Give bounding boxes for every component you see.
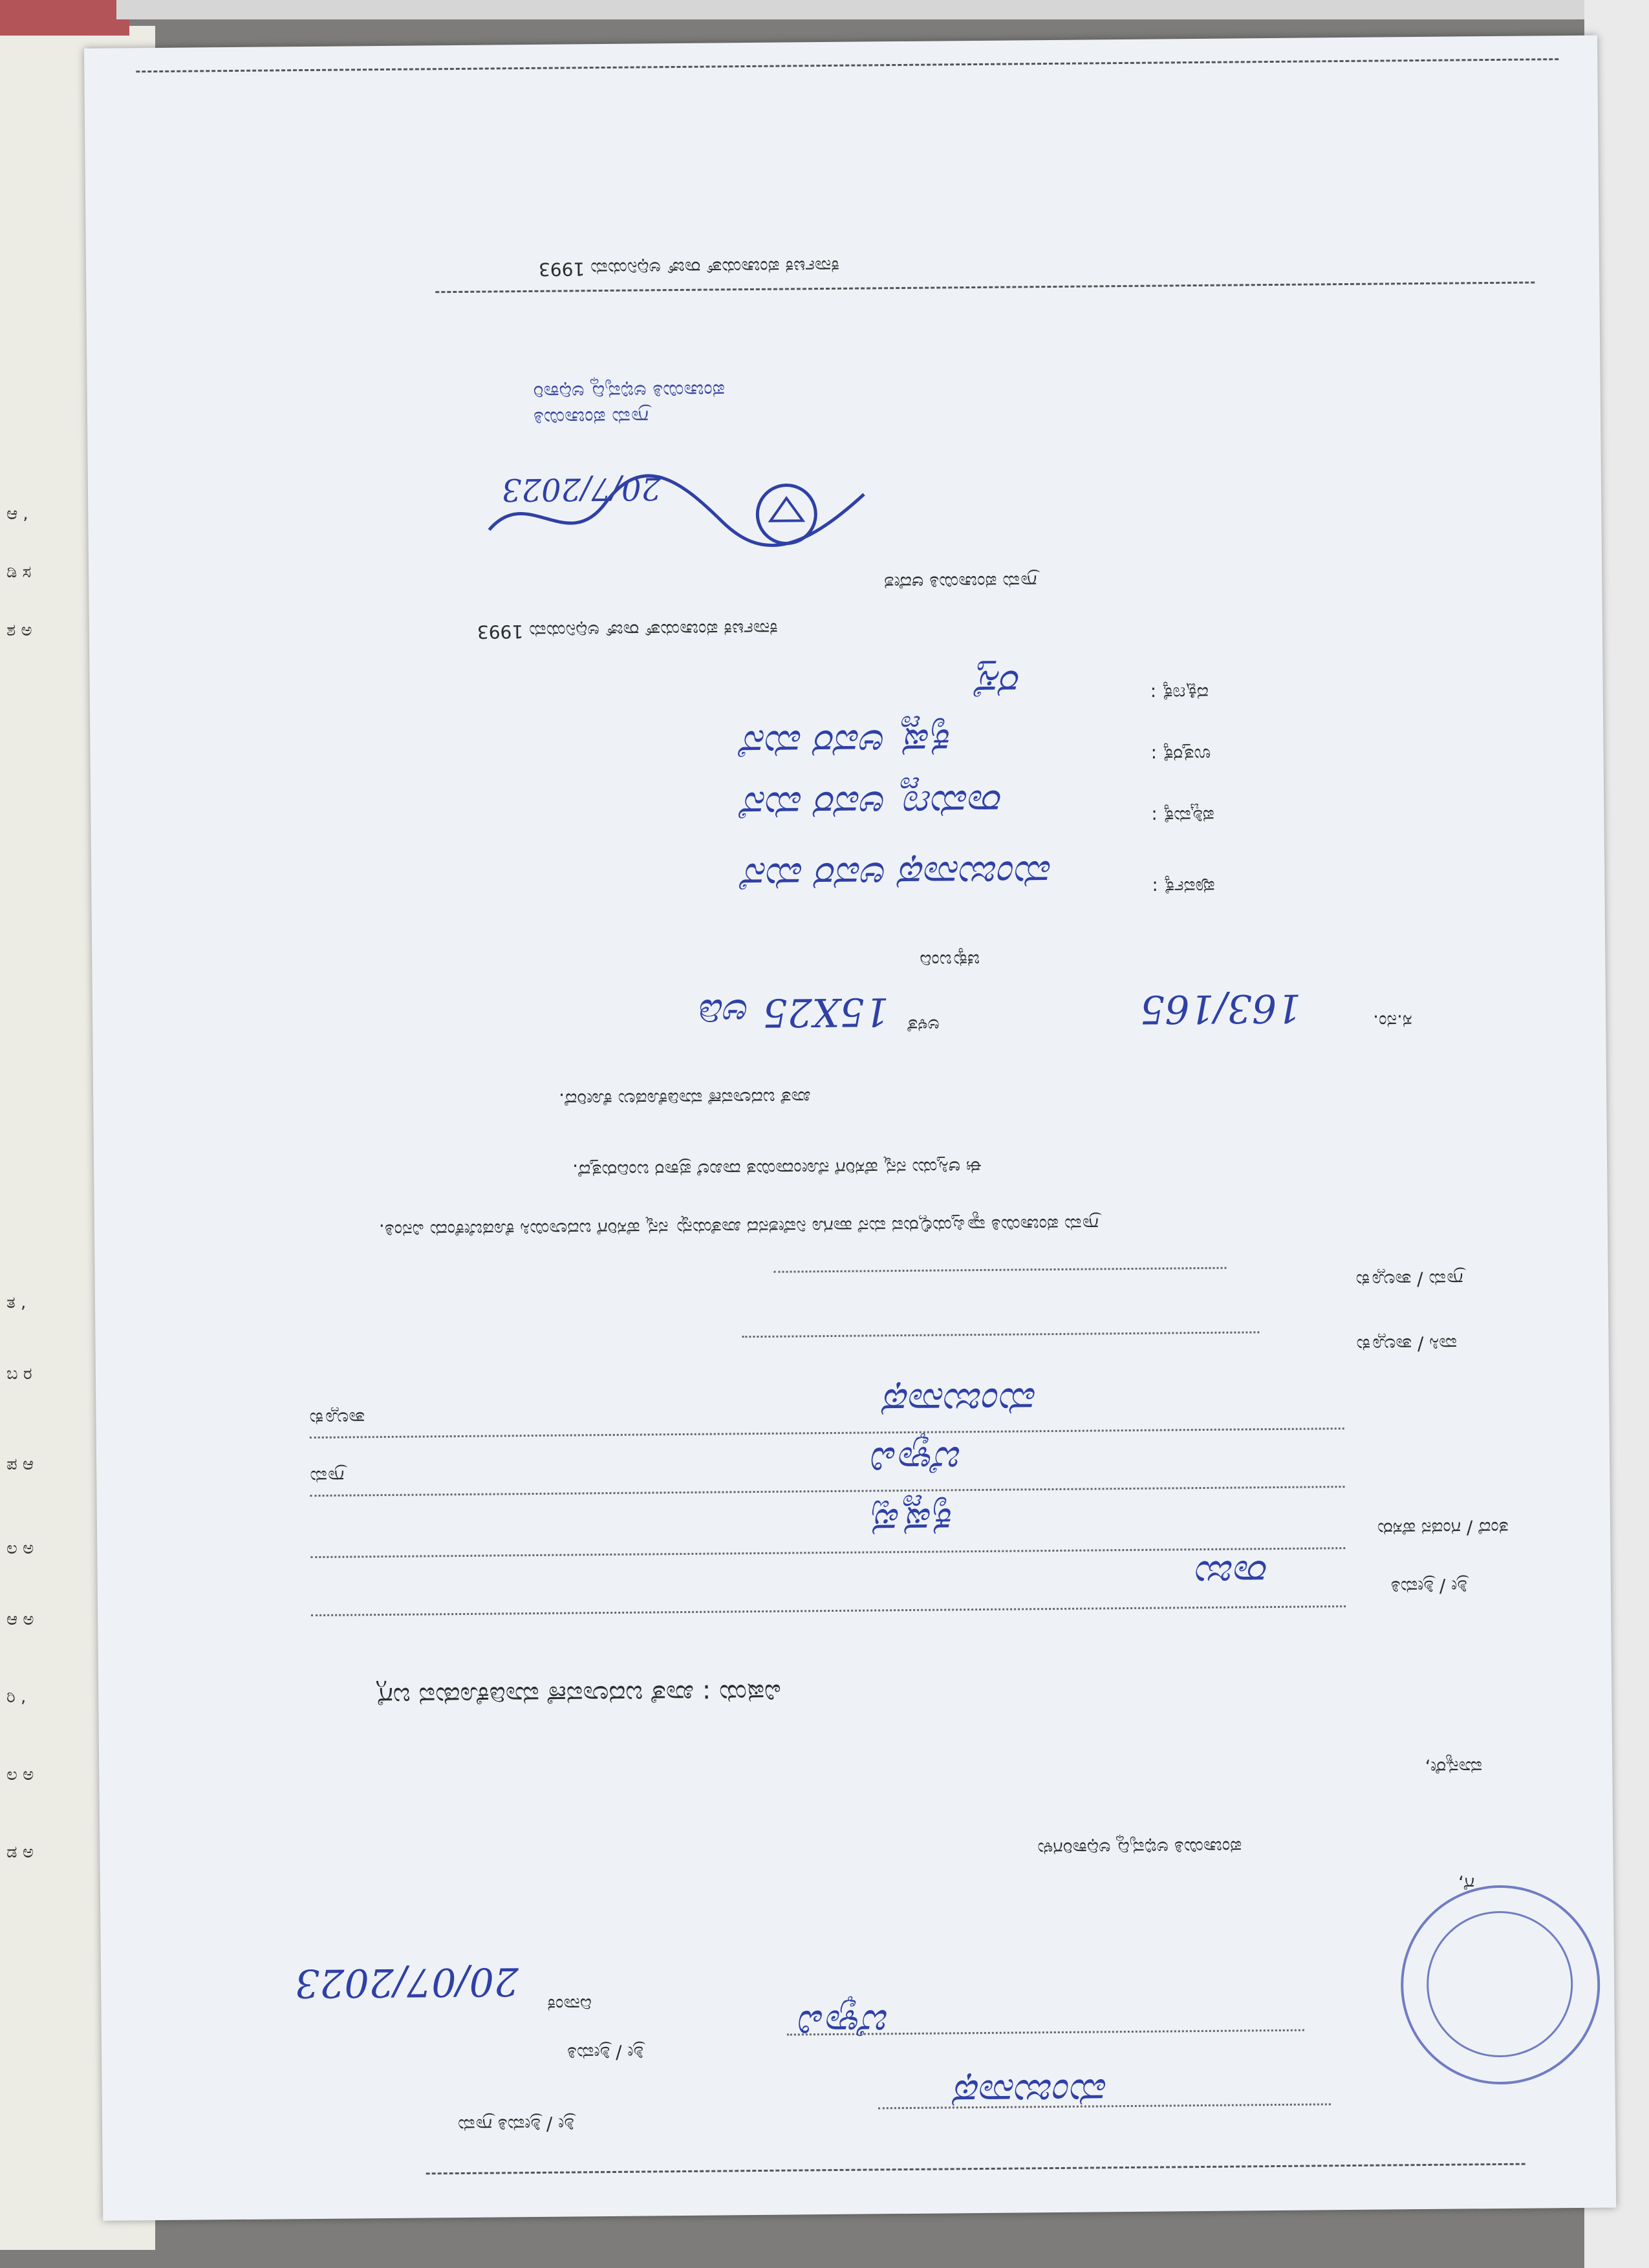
body-line: ಗ್ರಾಮ ಪಂಚಾಯಿತಿ ವ್ಯಾಪ್ತಿಯಲ್ಲಿರುವ ಮನೆ ಹಾಗೂ ನಿವೇಶನದ ಖಾತೆಯನ್ನು ನನ್ನ ಹೆಸರಿಗೆ ಬದಲಾಯಿಸಿ ಕೊಡಬೇಕೆಂದು ವಿನಂತಿ. bbox=[378, 1214, 1099, 1242]
field-1-line bbox=[311, 1605, 1346, 1616]
edge-fragment: ಲ ಅ bbox=[6, 1539, 34, 1558]
field-4-line bbox=[310, 1428, 1344, 1439]
header-rule bbox=[435, 281, 1535, 293]
edge-fragment: ತ , bbox=[6, 1293, 27, 1312]
edge-fragment: ಬ ರ bbox=[6, 1364, 32, 1384]
act-reference: ಕರ್ನಾಟಕ ಪಂಚಾಯತ್ ರಾಜ್ ಅಧಿನಿಯಮ 1993 bbox=[477, 618, 778, 643]
office-seal-inner bbox=[1426, 1910, 1573, 2058]
date-label: ದಿನಾಂಕ bbox=[547, 1994, 592, 2016]
applicant-name: ಮಂಜುನಾಥ bbox=[955, 2070, 1109, 2117]
survey-number-label: ಸ.ನಂ. bbox=[1373, 1011, 1413, 1032]
south-label: ದಕ್ಷಿಣಕ್ಕೆ : bbox=[1150, 682, 1209, 705]
body-line: ವಾಸಿ / ತಾಲ್ಲೂಕು bbox=[1356, 1333, 1458, 1356]
field-2-line bbox=[310, 1547, 1345, 1558]
field-3-label: ಗ್ರಾಮ bbox=[310, 1466, 345, 1488]
bottom-dashed-line bbox=[426, 2163, 1525, 2175]
boundaries-title: ಚಕ್ಕುಬಂದಿ bbox=[920, 949, 980, 972]
salutation: ಮಾನ್ಯರೇ, bbox=[1425, 1757, 1483, 1779]
stamp-line: ಗ್ರಾಮ ಪಂಚಾಯಿತಿ bbox=[533, 405, 649, 429]
edge-fragment: ಪ ಆ bbox=[6, 1455, 34, 1474]
edge-fragment: ಡ ಅ bbox=[6, 1843, 34, 1862]
north-value: ಕೃಷ್ಣ ಅವರ ಮನೆ bbox=[743, 720, 953, 767]
west-label: ಪಶ್ಚಿಮಕ್ಕೆ : bbox=[1151, 805, 1214, 828]
body-line: ಈ ಆಸ್ತಿಯು ನನ್ನ ಹೆಸರಿಗೆ ನೋಂದಾಯಿತ ದಾಖಲೆ ಪ್ರಕಾರ ಬಂದಿರುತ್ತದೆ. bbox=[572, 1156, 982, 1182]
to-label: ಗೆ, bbox=[1458, 1873, 1475, 1895]
stamp-line: ಪಂಚಾಯಿತಿ ಅಭಿವೃದ್ಧಿ ಅಧಿಕಾರಿ bbox=[533, 379, 726, 403]
edge-fragment: ಲ ಅ bbox=[6, 1765, 34, 1784]
edge-fragment: ರಿ , bbox=[6, 1687, 27, 1707]
dimension-label: ಅಳತೆ bbox=[907, 1014, 940, 1036]
body-line: ಖಾತೆ ಬದಲಾವಣೆ ಮಾಡಿಕೊಡಲು ಕೋರಿದೆ. bbox=[559, 1087, 811, 1111]
field-1-label: ಶ್ರೀ / ಶ್ರೀಮತಿ bbox=[1390, 1576, 1467, 1598]
edge-fragment: ಆ , bbox=[6, 504, 28, 524]
scanner-top-edge bbox=[116, 0, 1604, 19]
applicant-village: ಬೆಳ್ಳಾವಿ bbox=[799, 2000, 890, 2047]
body-line: ಗ್ರಾಮ / ತಾಲ್ಲೂಕು bbox=[1355, 1268, 1463, 1291]
signature-date: 20/7/2023 bbox=[501, 470, 662, 508]
east-value: ಮಂಜುನಾಥ ಅವರ ಮನೆ bbox=[744, 851, 1053, 900]
field-2-value: ಕೃಷ್ಣಪ್ಪ bbox=[872, 1499, 955, 1545]
dimension-value: 15X25 ಅಡಿ bbox=[700, 989, 890, 1036]
edge-fragment: ಡಿ ಸ bbox=[6, 562, 32, 582]
field-1-value: ರಾಜು bbox=[1196, 1551, 1270, 1598]
top-dashed-line bbox=[136, 58, 1558, 72]
subject-line: ವಿಷಯ : ಖಾತೆ ಬದಲಾವಣೆ ಮಾಡಿಕೊಡುವ ಬಗ್ಗೆ bbox=[376, 1678, 782, 1712]
date-value: 20/07/2023 bbox=[294, 1958, 519, 2006]
field-4-value: ಮಂಜುನಾಥ bbox=[885, 1378, 1038, 1426]
addressee: ಪಂಚಾಯಿತಿ ಅಭಿವೃದ್ಧಿ ಅಧಿಕಾರಿಗಳು bbox=[1037, 1836, 1242, 1860]
east-label: ಪೂರ್ವಕ್ಕೆ : bbox=[1152, 876, 1215, 899]
name-field-label: ಶ್ರೀ / ಶ್ರೀಮತಿ bbox=[566, 2042, 644, 2064]
authority-line: ಗ್ರಾಮ ಪಂಚಾಯಿತಿ ಆದೇಶ bbox=[884, 571, 1037, 594]
scanned-document bbox=[84, 36, 1616, 2221]
west-value: ರಾಮಣ್ಣ ಅವರ ಮನೆ bbox=[743, 780, 1004, 829]
field-3-value: ಬೆಳ್ಳಾವಿ bbox=[872, 1437, 964, 1484]
blank-line bbox=[742, 1331, 1259, 1338]
survey-number-value: 163/165 bbox=[1139, 985, 1302, 1032]
edge-fragment: ಆ ಅ bbox=[6, 1610, 34, 1629]
south-value: ರಸ್ತೆ bbox=[975, 661, 1022, 707]
field-4-label: ತಾಲ್ಲೂಕು bbox=[309, 1407, 365, 1430]
north-label: ಉತ್ತರಕ್ಕೆ : bbox=[1150, 744, 1211, 766]
footer-note: ಕರ್ನಾಟಕ ಪಂಚಾಯತ್ ರಾಜ್ ಅಧಿನಿಯಮ 1993 bbox=[538, 255, 840, 280]
field-3-line bbox=[310, 1486, 1345, 1497]
blank-line bbox=[774, 1267, 1227, 1273]
name-field-label-2: ಶ್ರೀ / ಶ್ರೀಮತಿ ಗ್ರಾಮ bbox=[457, 2113, 574, 2137]
red-cover-strip bbox=[0, 0, 129, 36]
field-2-label: ತಂದೆ / ಗಂಡನ ಹೆಸರು bbox=[1377, 1517, 1509, 1540]
edge-fragment: ಶ ಅ bbox=[6, 621, 32, 640]
